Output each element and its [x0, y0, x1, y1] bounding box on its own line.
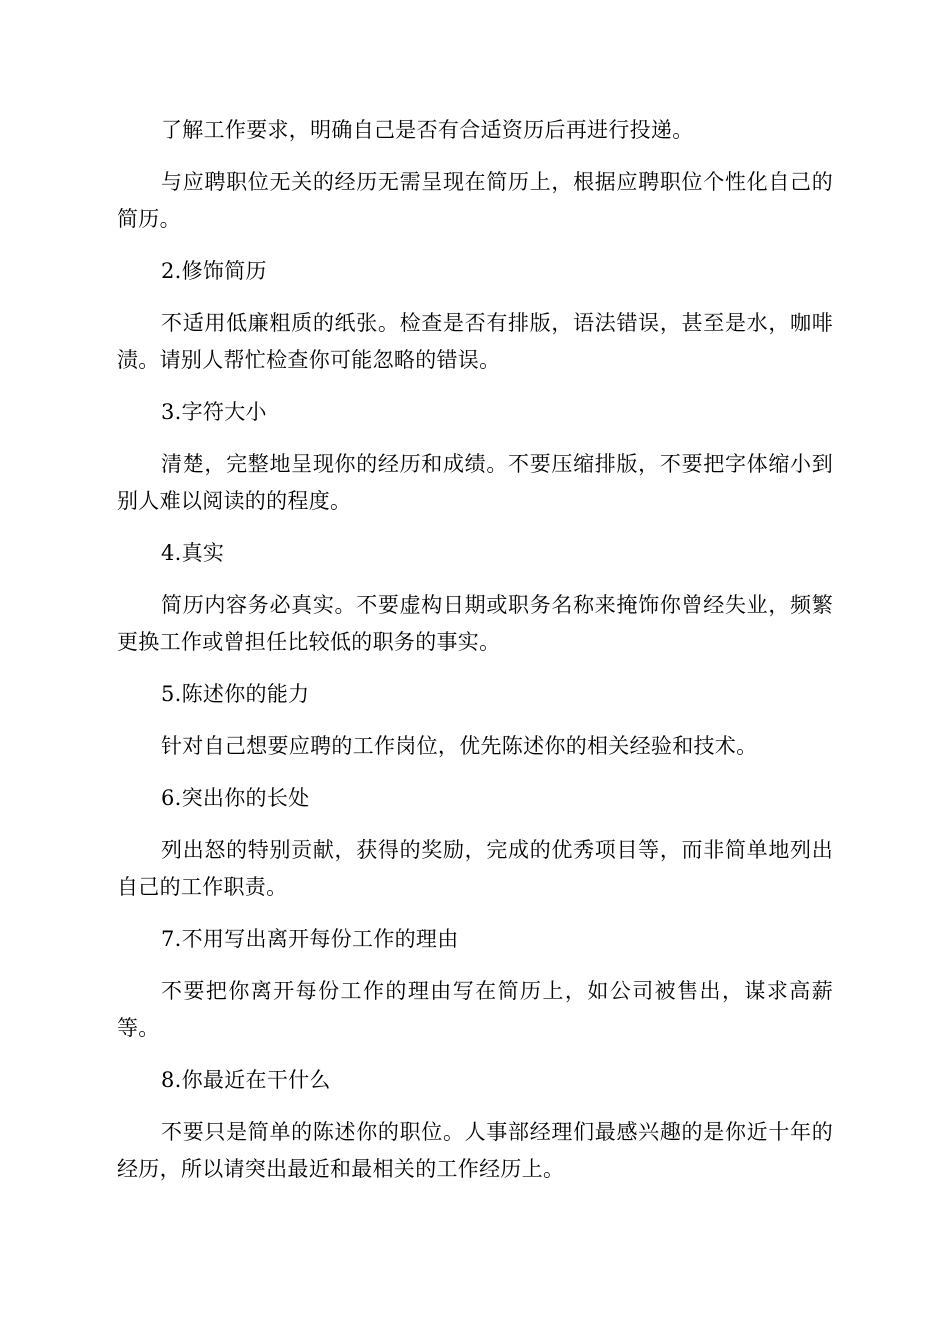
heading-no-leaving-reasons: 7.不用写出离开每份工作的理由 — [161, 927, 459, 951]
paragraph-recent-work: 不要只是简单的陈述你的职位。人事部经理们最感兴趣的是你近十年的经历，所以请突出最近和最相关的工作经历上。 — [117, 1120, 833, 1181]
heading-font-size: 3.字符大小 — [161, 400, 267, 424]
paragraph-polish-resume: 不适用低廉粗质的纸张。检查是否有排版，语法错误，甚至是水，咖啡渍。请别人帮忙检查你可能忽略的错误。 — [117, 311, 833, 372]
paragraph-no-leaving-reasons: 不要把你离开每份工作的理由写在简历上，如公司被售出，谋求高薪等。 — [117, 979, 833, 1040]
heading-recent-work: 8.你最近在干什么 — [161, 1068, 331, 1092]
paragraph-personalize-resume: 与应聘职位无关的经历无需呈现在简历上，根据应聘职位个性化自己的简历。 — [117, 170, 833, 231]
paragraph-highlight-strengths: 列出怒的特别贡献，获得的奖励，完成的优秀项目等，而非简单地列出自己的工作职责。 — [117, 838, 833, 899]
heading-truthful: 4.真实 — [161, 541, 225, 565]
paragraph-state-abilities: 针对自己想要应聘的工作岗位，优先陈述你的相关经验和技术。 — [161, 734, 758, 758]
paragraph-font-size: 清楚，完整地呈现你的经历和成绩。不要压缩排版，不要把字体缩小到别人难以阅读的的程度。 — [117, 452, 833, 513]
document-body — [117, 112, 833, 1188]
paragraph-truthful: 简历内容务必真实。不要虚构日期或职务名称来掩饰你曾经失业，频繁更换工作或曾担任比较低的职务的事实。 — [117, 593, 833, 654]
heading-state-abilities: 5.陈述你的能力 — [161, 682, 310, 706]
heading-polish-resume: 2.修饰简历 — [161, 259, 267, 283]
heading-highlight-strengths: 6.突出你的长处 — [161, 786, 310, 810]
paragraph-job-requirements: 了解工作要求，明确自己是否有合适资历后再进行投递。 — [161, 118, 694, 142]
